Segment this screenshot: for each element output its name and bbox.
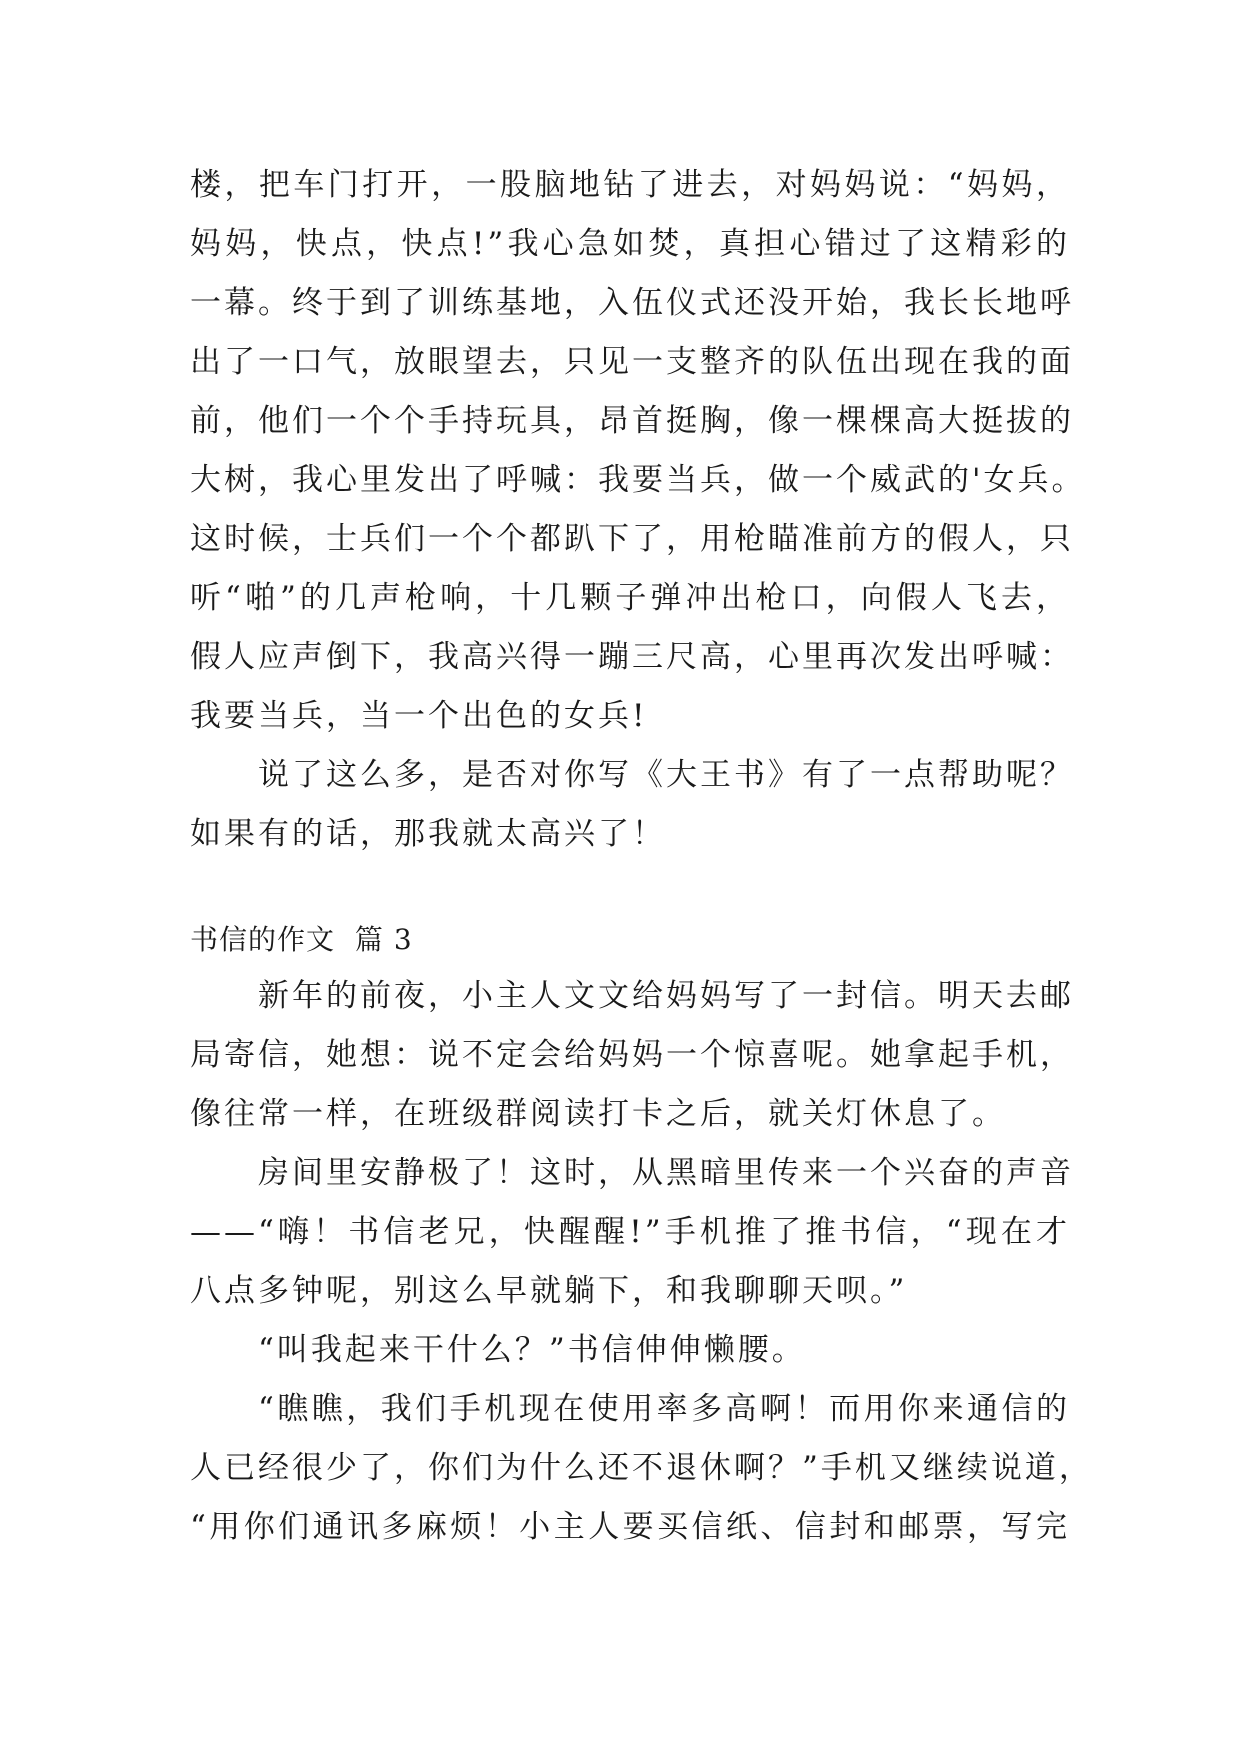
text-line: 楼，把车门打开，一股脑地钻了进去，对妈妈说：“妈妈， bbox=[190, 167, 1070, 203]
section-heading bbox=[190, 910, 413, 969]
section-1-body bbox=[190, 156, 1086, 864]
text-line: 一幕。终于到了训练基地，入伍仪式还没开始，我长长地呼 bbox=[190, 285, 1074, 321]
text-line: 听“啪”的几声枪响，十几颗子弹冲出枪口，向假人飞去， bbox=[190, 580, 1070, 616]
heading-title: 书信的作文 bbox=[190, 923, 336, 956]
text-line: 房间里安静极了！这时，从黑暗里传来一个兴奋的声音 bbox=[258, 1155, 1074, 1191]
text-line: “用你们通讯多麻烦！小主人要买信纸、信封和邮票，写完 bbox=[190, 1509, 1070, 1545]
text-line: 假人应声倒下，我高兴得一蹦三尺高，心里再次发出呼喊： bbox=[190, 639, 1074, 675]
section-2-body bbox=[190, 967, 1093, 1557]
text-line: 八点多钟呢，别这么早就躺下，和我聊聊天呗。” bbox=[190, 1273, 908, 1309]
text-line: 新年的前夜，小主人文文给妈妈写了一封信。明天去邮 bbox=[258, 978, 1074, 1014]
text-line: 大树，我心里发出了呼喊：我要当兵，做一个威武的'女兵。 bbox=[190, 462, 1086, 498]
text-line: 如果有的话，那我就太高兴了！ bbox=[190, 816, 666, 852]
text-line: 说了这么多，是否对你写《大王书》有了一点帮助呢？ bbox=[258, 757, 1074, 793]
heading-section-number: 篇 3 bbox=[354, 923, 413, 956]
text-line: 妈妈，快点，快点!”我心急如焚，真担心错过了这精彩的 bbox=[190, 226, 1070, 262]
text-line: 出了一口气，放眼望去，只见一支整齐的队伍出现在我的面 bbox=[190, 344, 1074, 380]
text-line: 我要当兵，当一个出色的女兵! bbox=[190, 698, 648, 734]
text-line: 人已经很少了，你们为什么还不退休啊？”手机又继续说道， bbox=[190, 1450, 1093, 1486]
text-line: “瞧瞧，我们手机现在使用率多高啊！而用你来通信的 bbox=[258, 1391, 1070, 1427]
text-line: 像往常一样，在班级群阅读打卡之后，就关灯休息了。 bbox=[190, 1096, 1006, 1132]
text-line: “叫我起来干什么？”书信伸伸懒腰。 bbox=[258, 1332, 806, 1368]
text-line: 前，他们一个个手持玩具，昂首挺胸，像一棵棵高大挺拔的 bbox=[190, 403, 1074, 439]
text-line: ——“嗨！书信老兄，快醒醒!”手机推了推书信，“现在才 bbox=[190, 1214, 1070, 1250]
text-line: 这时候，士兵们一个个都趴下了，用枪瞄准前方的假人，只 bbox=[190, 521, 1074, 557]
text-line: 局寄信，她想：说不定会给妈妈一个惊喜呢。她拿起手机， bbox=[190, 1037, 1074, 1073]
